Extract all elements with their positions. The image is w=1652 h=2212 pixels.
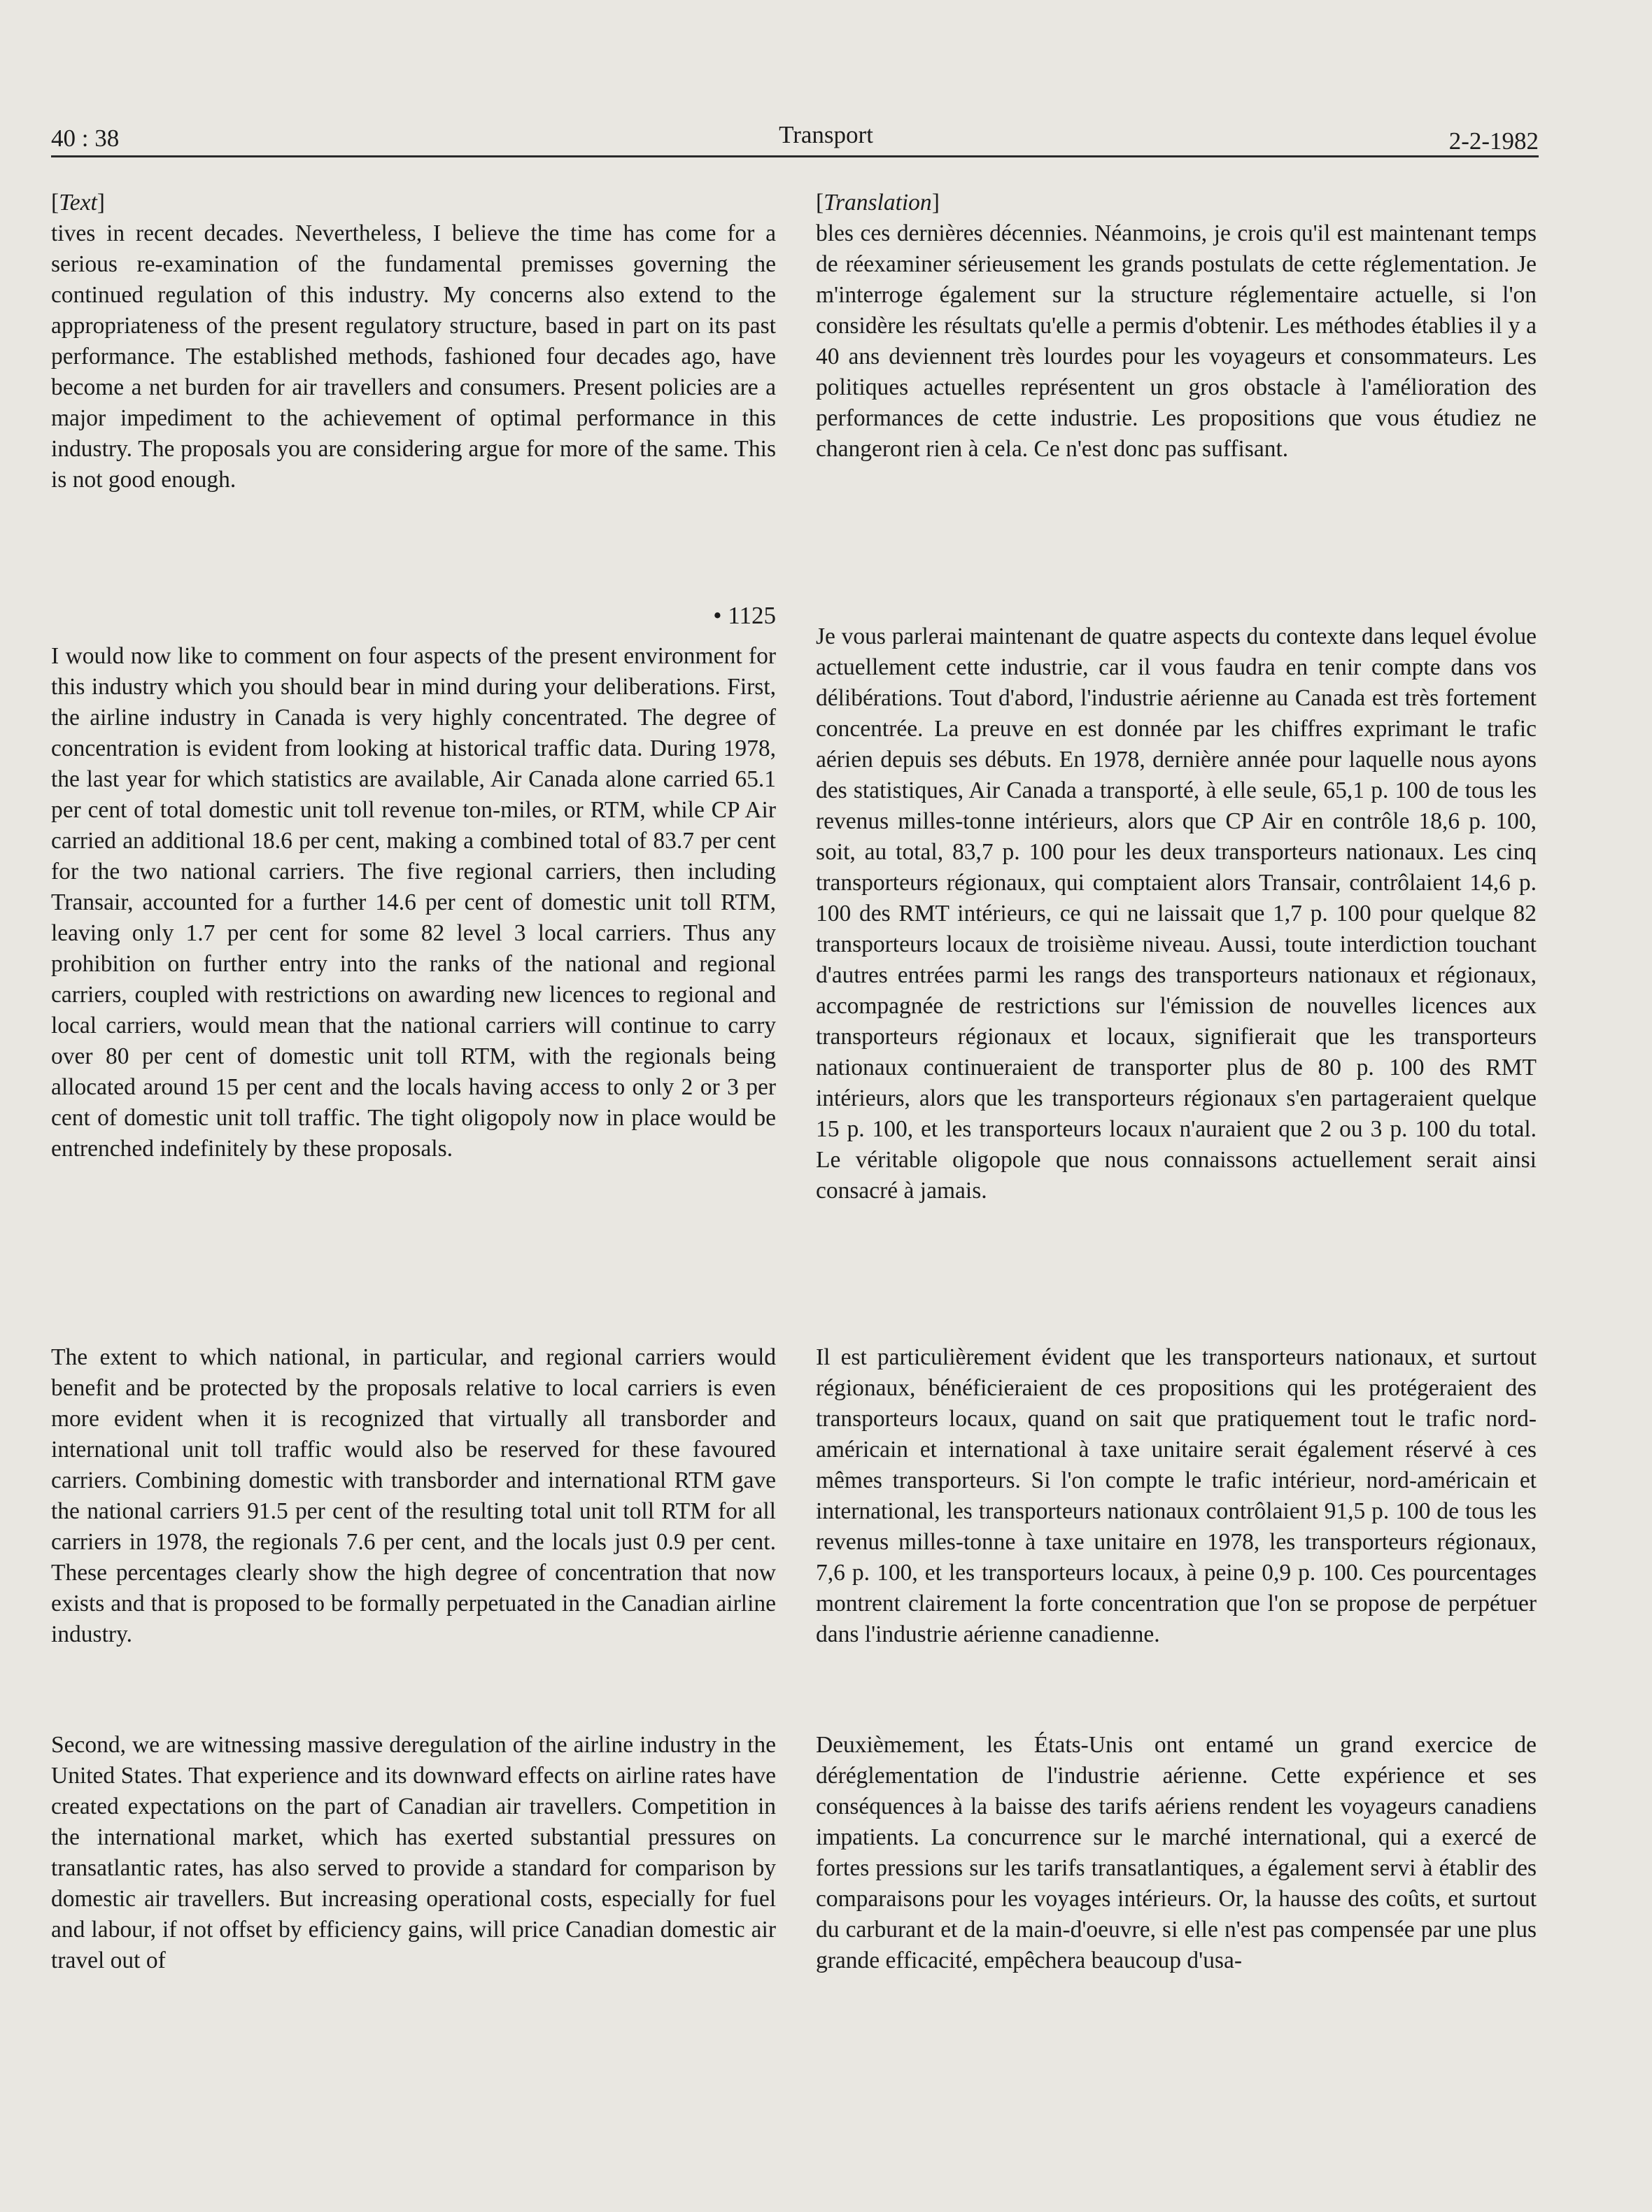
header-rule [51,155,1539,157]
left-paragraph-4: Second, we are witnessing massive deregulation of the airline industry in the United States. That experience and its downward effects on airline rates have created expectations on the part of Canadian air travellers. Competition in the international market, which has exerted substantial pressures on transatlantic rates, has also served to provide a standard for comparison by domestic air travellers. But increasing operational costs, especially for fuel and labour, if not offset by efficiency gains, will price Canadian domestic air travel out of [51,1732,776,1973]
left-section-tag: [Text] [51,190,105,216]
left-section-tag-label: Text [59,190,97,216]
right-paragraph-2: Je vous parlerai maintenant de quatre aspects du contexte dans lequel évolue actuellement cette industrie, car il vous faudra en tenir compte dans vos délibérations. Tout d'abord, l'industrie aérienne au Canada est très fortement concentrée. La preuve en est donnée par les chiffres exprimant le trafic aérien depuis ses débuts. En 1978, dernière année pour laquelle nous ayons des statistiques, Air Canada a transporté, à elle seule, 65,1 p. 100 de tous les revenus milles-tonne intérieurs, alors que CP Air en contrôle 18,6 p. 100, soit, au total, 83,7 p. 100 pour les deux transporteurs nationaux. Les cinq transporteurs régionaux, qui comptaient alors Transair, contrôlaient 14,6 p. 100 des RMT intérieurs, ce qui ne laissait que 1,7 p. 100 pour quelque 82 transporteurs locaux de troisième niveau. Aussi, toute interdiction touchant d'autres entrées parmi les rangs des transporteurs nationaux et régionaux, accompagnée de restrictions sur l'émission de nouvelles licences aux transporteurs régionaux et locaux, signifierait que les transporteurs nationaux continueraient de transporter plus de 80 p. 100 des RMT intérieurs, alors que les transporteurs régionaux s'en partageraient quelque 15 p. 100, et les transporteurs locaux n'auraient que 2 ou 3 p. 100 du total. Le véritable oligopole que nous connaissons actuellement serait ainsi consacré à jamais. [816,624,1537,1204]
page-date: 2-2-1982 [1448,127,1539,155]
page-title: Transport [779,121,873,148]
right-paragraph-3: Il est particulièrement évident que les transporteurs nationaux, et surtout régionaux, bénéficieraient de ces propositions qui les protégeraient des transporteurs locaux, quand on sait que pratiquement tout le trafic nord-américain et international à taxe unitaire serait également réservé à ces mêmes transporteurs. Si l'on compte le trafic intérieur, nord-américain et international, les transporteurs nationaux contrôlaient 91,5 p. 100 de tous les revenus milles-tonne à taxe unitaire en 1978, les transporteurs régionaux, 7,6 p. 100, et les transporteurs locaux, à peine 0,9 p. 100. Ces pourcentages montrent clairement la forte concentration que l'on se propose de perpétuer dans l'industrie aérienne canadienne. [816,1344,1537,1647]
right-section-tag: [Translation] [816,190,940,216]
right-section-tag-label: Translation [824,190,932,216]
left-paragraph-3: The extent to which national, in particular, and regional carriers would benefit and be protected by the proposals relative to local carriers is even more evident when it is recognized that virtually all transborder and international unit toll traffic would also be reserved for these favoured carriers. Combining domestic with transborder and international RTM gave the national carriers 91.5 per cent of the resulting total unit toll RTM for all carriers in 1978, the regionals 7.6 per cent, and the locals just 0.9 per cent. These percentages clearly show the high degree of concentration that now exists and that is proposed to be formally perpetuated in the Canadian airline industry. [51,1344,776,1647]
left-paragraph-2: I would now like to comment on four aspects of the present environment for this industry which you should bear in mind during your deliberations. First, the airline industry in Canada is very highly concentrated. The degree of concentration is evident from looking at historical traffic data. During 1978, the last year for which statistics are available, Air Canada alone carried 65.1 per cent of total domestic unit toll revenue ton-miles, or RTM, while CP Air carried an additional 18.6 per cent, making a combined total of 83.7 per cent for the two national carriers. The five regional carriers, then including Transair, accounted for a further 14.6 per cent of domestic unit toll RTM, leaving only 1.7 per cent for some 82 level 3 local carriers. Thus any prohibition on further entry into the ranks of the national and regional carriers, coupled with restrictions on awarding new licences to regional and local carriers, would mean that the national carriers will continue to carry over 80 per cent of domestic unit toll RTM, with the regionals being allocated around 15 per cent and the locals having access to only 2 or 3 per cent of domestic unit toll traffic. The tight oligopoly now in place would be entrenched indefinitely by these proposals. [51,643,776,1162]
left-paragraph-1: tives in recent decades. Nevertheless, I believe the time has come for a serious re-examination of the fundamental premisses governing the continued regulation of this industry. My concerns also extend to the appropriateness of the present regulatory structure, based in part on its past performance. The established methods, fashioned four decades ago, have become a net burden for air travellers and consumers. Present policies are a major impediment to the achievement of optimal performance in this industry. The proposals you are considering argue for more of the same. This is not good enough. [51,220,776,493]
right-paragraph-1: bles ces dernières décennies. Néanmoins, je crois qu'il est maintenant temps de réexaminer sérieusement les grands postulats de cette réglementation. Je m'interroge également sur la structure réglementaire actuelle, si l'on considère les résultats qu'elle a permis d'obtenir. Les méthodes établies il y a 40 ans deviennent très lourdes pour les voyageurs et consommateurs. Les politiques actuelles représentent un gros obstacle à l'amélioration des performances de cette industrie. Les propositions que vous étudiez ne changeront rien à cela. Ce n'est donc pas suffisant. [816,220,1537,462]
right-paragraph-4: Deuxièmement, les États-Unis ont entamé un grand exercice de déréglementation de l'industrie aérienne. Cette expérience et ses conséquences à la baisse des tarifs aériens rendent les voyageurs canadiens impatients. La concurrence sur le marché international, qui a exercé de fortes pressions sur les tarifs transatlantiques, a également servi à établir des comparaisons pour les voyages intérieurs. Or, la hausse des coûts, et surtout du carburant et de la main-d'oeuvre, si elle n'est pas compensée par une plus grande efficacité, empêchera beaucoup d'usa- [816,1732,1537,1973]
page-marker: • 1125 [713,602,776,629]
page-number: 40 : 38 [51,125,120,152]
